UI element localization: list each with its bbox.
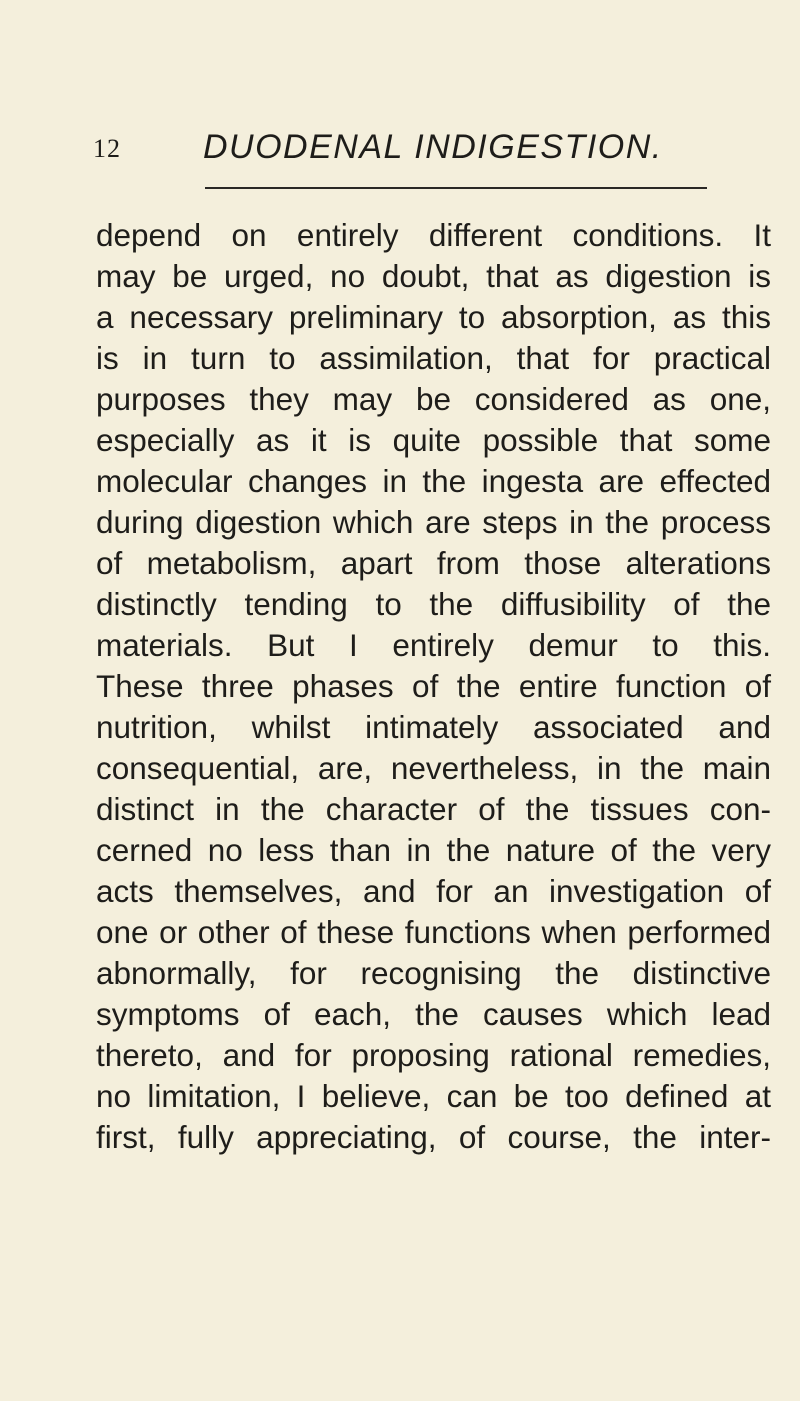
text-line: purposes they may be considered as one, — [96, 381, 771, 417]
text-line: These three phases of the entire function of — [96, 668, 771, 704]
text-line: thereto, and for proposing rational remedies, — [96, 1037, 771, 1073]
text-line: first, fully appreciating, of course, the inter- — [96, 1119, 771, 1155]
text-line: symptoms of each, the causes which lead — [96, 996, 771, 1032]
text-line: distinctly tending to the diffusibility of the — [96, 586, 771, 622]
text-line: especially as it is quite possible that some — [96, 422, 771, 458]
text-line: molecular changes in the ingesta are effected — [96, 463, 771, 499]
text-line: a necessary preliminary to absorption, as this — [96, 299, 771, 335]
text-line: abnormally, for recognising the distinctive — [96, 955, 771, 991]
text-line: may be urged, no doubt, that as digestion is — [96, 258, 771, 294]
text-line: nutrition, whilst intimately associated and — [96, 709, 771, 745]
text-line: one or other of these functions when performed — [96, 914, 771, 950]
body-text — [96, 215, 771, 1158]
running-head: DUODENAL INDIGESTION. — [203, 128, 663, 166]
text-line: distinct in the character of the tissues con- — [96, 791, 771, 827]
page-number: 12 — [93, 134, 121, 163]
text-line: during digestion which are steps in the process — [96, 504, 771, 540]
text-line: is in turn to assimilation, that for practical — [96, 340, 771, 376]
text-line: consequential, are, nevertheless, in the main — [96, 750, 771, 786]
text-line: no limitation, I believe, can be too defined at — [96, 1078, 771, 1114]
text-line: acts themselves, and for an investigation of — [96, 873, 771, 909]
text-line: materials. But I entirely demur to this. — [96, 627, 771, 663]
header-rule — [205, 187, 707, 189]
text-line: cerned no less than in the nature of the very — [96, 832, 771, 868]
text-line: depend on entirely different conditions. It — [96, 217, 771, 253]
text-line: of metabolism, apart from those alterations — [96, 545, 771, 581]
